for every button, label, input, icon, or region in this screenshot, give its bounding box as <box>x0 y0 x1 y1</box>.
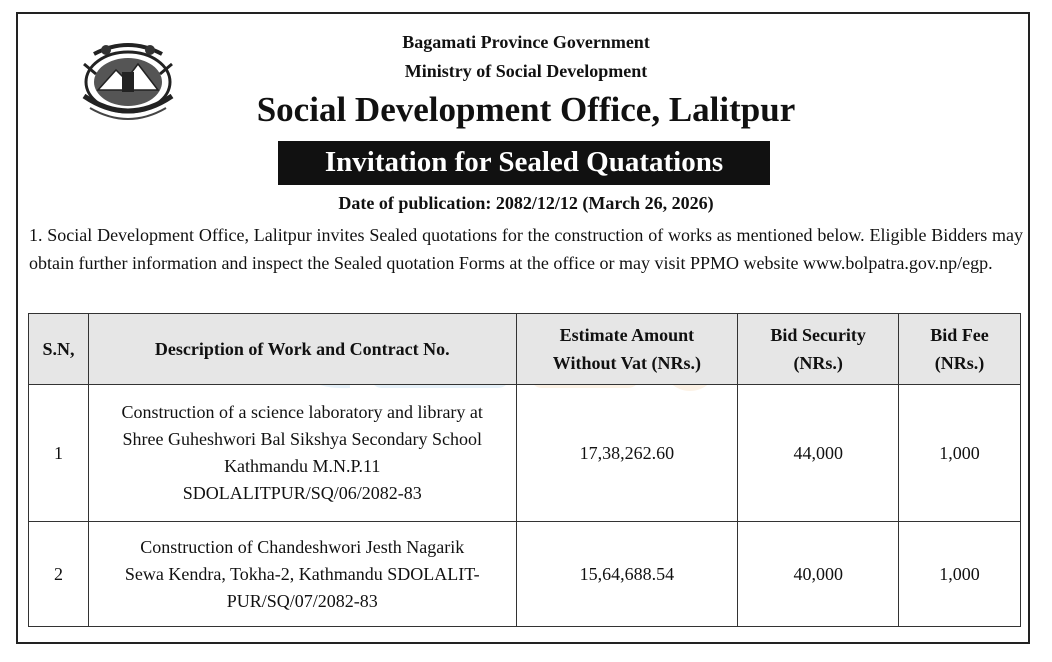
cell-estimate: 17,38,262.60 <box>516 385 738 522</box>
column-header-bid-security <box>738 314 899 385</box>
description-line: Sewa Kendra, Tokha-2, Kathmandu SDOLALIT- <box>124 563 480 584</box>
office-title: Social Development Office, Lalitpur <box>256 90 796 129</box>
column-header-sn: S.N, <box>29 314 89 385</box>
contract-number: PUR/SQ/07/2082-83 <box>226 590 378 611</box>
quotation-table <box>28 313 1021 627</box>
cell-sn: 2 <box>29 522 89 627</box>
column-header-bid-fee <box>899 314 1021 385</box>
government-name: Bagamati Province Government <box>402 32 650 52</box>
table-header-row <box>29 314 1021 385</box>
table-row <box>29 385 1021 522</box>
fee-header-line-2: (NRs.) <box>934 353 985 373</box>
cell-bid-security: 44,000 <box>738 385 899 522</box>
notice-title-banner: Invitation for Sealed Quatations <box>278 141 770 185</box>
fee-header-line-1: Bid Fee <box>930 325 989 345</box>
ministry-name: Ministry of Social Development <box>404 61 648 81</box>
invitation-paragraph: 1. Social Development Office, Lalitpur invites Sealed quotations for the construction of works as mentioned below. Eligible Bidders may obtain further information and inspect the Sealed quotation Forms at the office or may visit PPMO website www.bolpatra.gov.np/egp. <box>29 225 1023 273</box>
estimate-header-line-2: Without Vat (NRs.) <box>552 353 701 373</box>
security-header-line-1: Bid Security <box>770 325 866 345</box>
security-header-line-2: (NRs.) <box>793 353 843 373</box>
description-line: Construction of Chandeshwori Jesth Nagarik <box>140 536 465 557</box>
description-line: Shree Guheshwori Bal Sikshya Secondary School <box>122 429 482 449</box>
column-header-description: Description of Work and Contract No. <box>88 314 516 385</box>
column-header-estimate <box>516 314 738 385</box>
table-row <box>29 522 1021 627</box>
cell-bid-fee: 1,000 <box>899 385 1021 522</box>
cell-estimate: 15,64,688.54 <box>516 522 738 627</box>
contract-number: SDOLALITPUR/SQ/06/2082-83 <box>182 483 422 503</box>
cell-bid-fee: 1,000 <box>899 522 1021 627</box>
description-line: Construction of a science laboratory and library at <box>121 402 483 422</box>
estimate-header-line-1: Estimate Amount <box>559 325 695 345</box>
cell-description <box>88 385 516 522</box>
description-line: Kathmandu M.N.P.11 <box>224 456 381 476</box>
cell-sn: 1 <box>29 385 89 522</box>
publication-date: Date of publication: 2082/12/12 (March 26, 2026) <box>338 193 714 213</box>
cell-description <box>88 522 516 627</box>
cell-bid-security: 40,000 <box>738 522 899 627</box>
